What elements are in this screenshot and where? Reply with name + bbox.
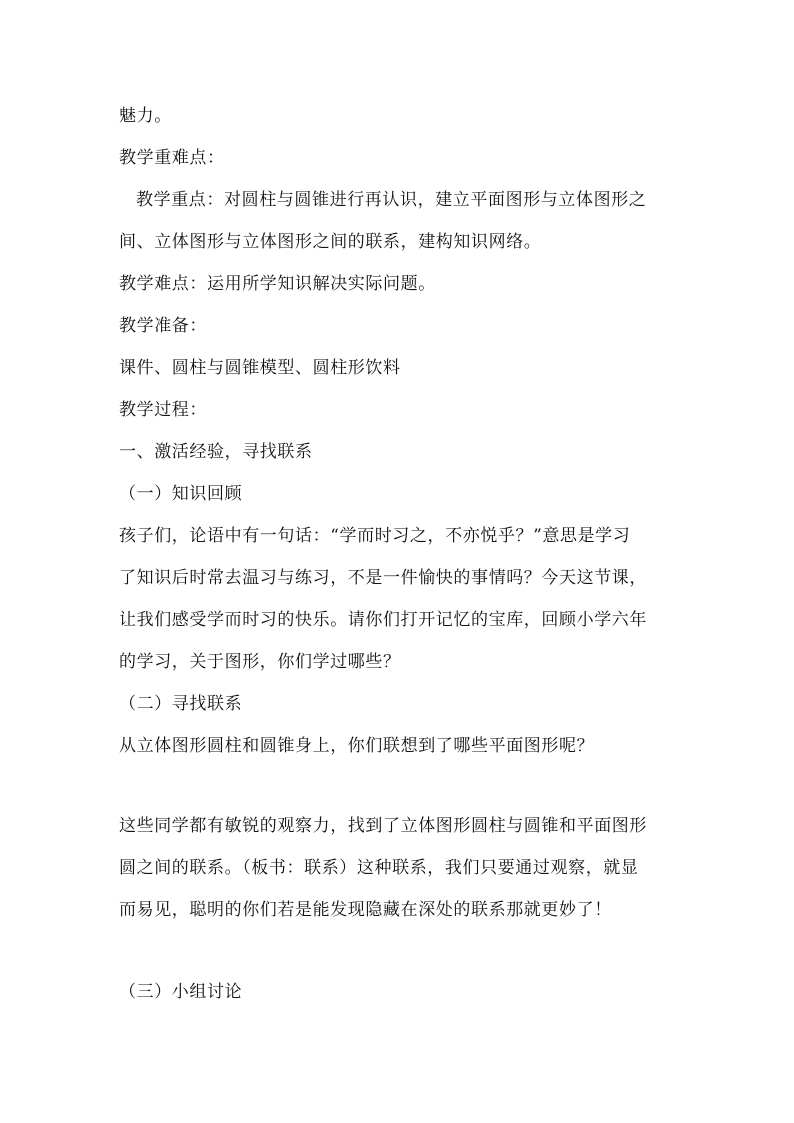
text-line: 圆之间的联系。（板书：联系）这种联系，我们只要通过观察，就显 (119, 858, 639, 878)
subsection-heading: （一）知识回顾 (119, 484, 243, 504)
text-line: 这些同学都有敏锐的观察力，找到了立体图形圆柱与圆锥和平面图形 (119, 816, 647, 836)
section-heading: 一、激活经验，寻找联系 (119, 442, 313, 462)
subsection-heading: （三）小组讨论 (119, 982, 243, 1002)
text-line: 间、立体图形与立体图形之间的联系，建构知识网络。 (119, 232, 542, 252)
heading-key-difficult-points: 教学重难点： (119, 148, 225, 168)
text-line: 的学习，关于图形，你们学过哪些？ (119, 652, 401, 672)
text-line: 从立体图形圆柱和圆锥身上，你们联想到了哪些平面图形呢？ (119, 736, 595, 756)
heading-teaching-process: 教学过程： (119, 400, 207, 420)
text-line: 教学难点：运用所学知识解决实际问题。 (119, 274, 436, 294)
text-line: 让我们感受学而时习的快乐。请你们打开记忆的宝库，回顾小学六年 (119, 610, 647, 630)
text-line: 魅力。 (119, 106, 172, 126)
heading-teaching-preparation: 教学准备： (119, 316, 207, 336)
text-line: 而易见，聪明的你们若是能发现隐藏在深处的联系那就更妙了！ (119, 900, 612, 920)
text-line: 了知识后时常去温习与练习，不是一件愉快的事情吗？今天这节课， (119, 568, 647, 588)
subsection-heading: （二）寻找联系 (119, 694, 243, 714)
text-line: 孩子们，论语中有一句话：“学而时习之，不亦悦乎？”意思是学习 (119, 526, 631, 546)
text-line: 课件、圆柱与圆锥模型、圆柱形饮料 (119, 358, 401, 378)
text-line: 教学重点：对圆柱与圆锥进行再认识，建立平面图形与立体图形之 (136, 190, 647, 210)
